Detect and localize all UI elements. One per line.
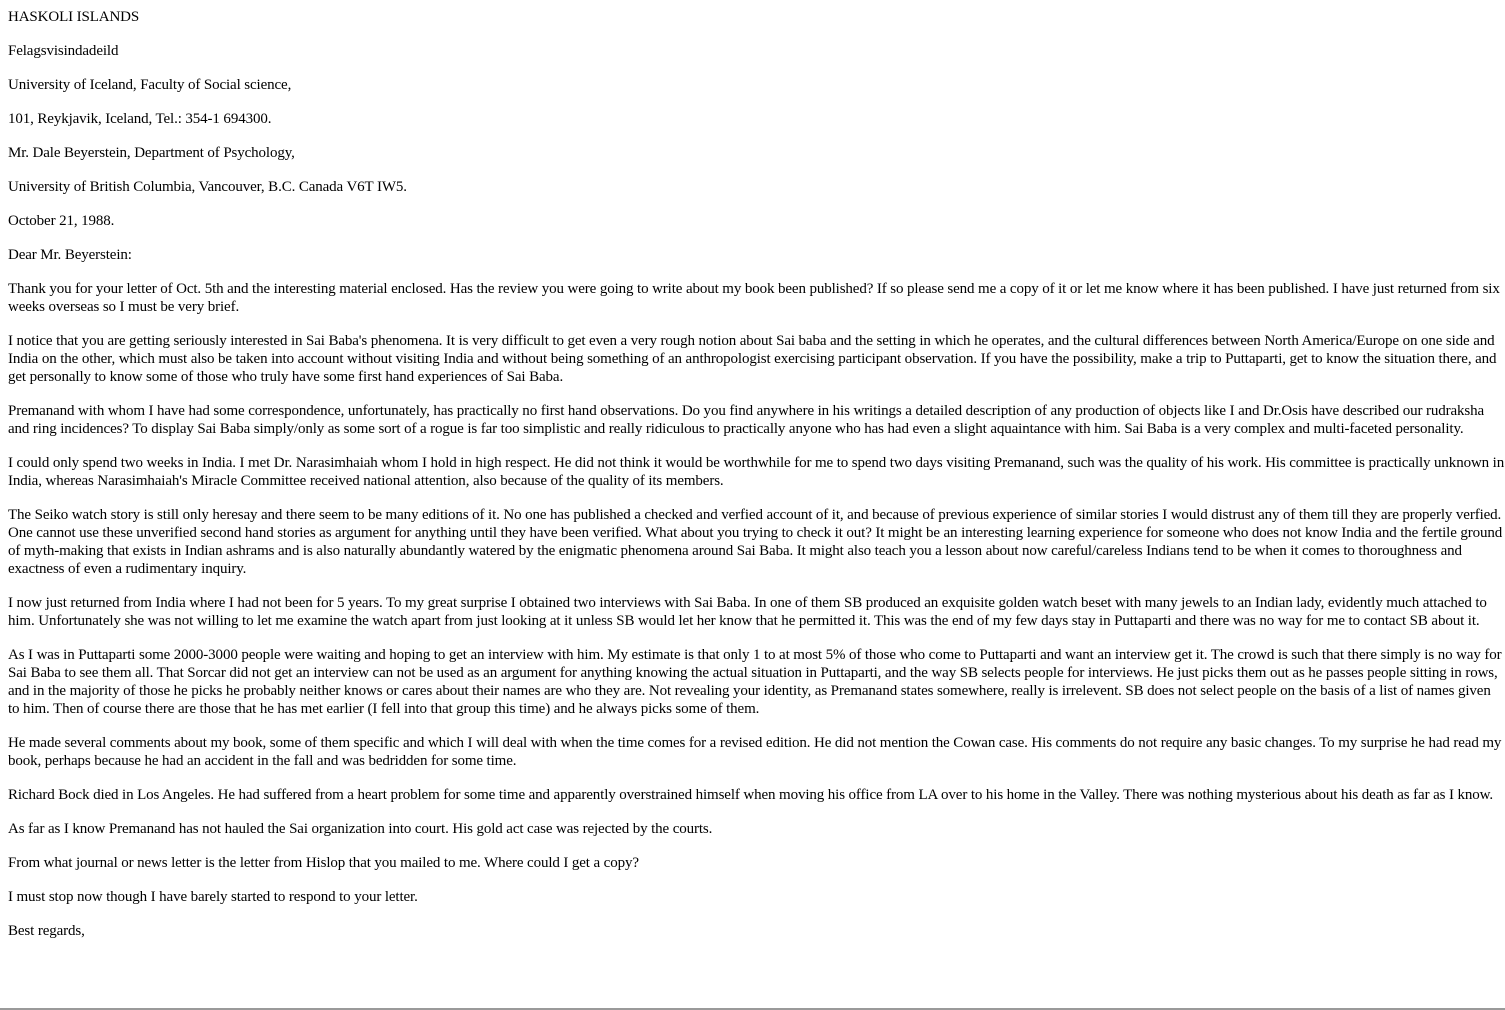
letter-document	[8, 8, 1505, 956]
recipient-name: Mr. Dale Beyerstein, Department of Psychology,	[8, 145, 295, 161]
body-paragraph: Premanand with whom I have had some correspondence, unfortunately, has practically no first hand observations. Do you find anywhere in his writings a detailed description of any production of objects like I and Dr.Osis have described our rudraksha and ring incidences? To display Sai Baba simply/only as some sort of a rogue is far too simplistic and really ridiculous to practically anyone who has had even a slight aquaintance with him. Sai Baba is a very complex and multi-faceted personality.	[8, 403, 1485, 437]
body-paragraph: Thank you for your letter of Oct. 5th and the interesting material enclosed. Has the review you were going to write about my book been published? If so please send me a copy of it or let me know where it has been published. I have just returned from six weeks overseas so I must be very brief.	[8, 281, 1500, 315]
letterhead-english-name: University of Iceland, Faculty of Social science,	[8, 77, 292, 93]
body-paragraph: From what journal or news letter is the letter from Hislop that you mailed to me. Where could I get a copy?	[8, 855, 639, 871]
body-paragraph: The Seiko watch story is still only heresay and there seem to be many editions of it. No one has published a checked and verfied account of it, and because of previous experience of similar stories I would distrust any of them till they are properly verfied. One cannot use these unverified second hand stories as argument for anything until they have been verified. What about you trying to check it out? It might be an interesting learning experience for someone who does not know India and the fertile ground of myth-making that exists in Indian ashrams and is also naturally abundantly watered by the enigmatic phenomena around Sai Baba. It might also teach you a lesson about now careful/careless Indians tend to be when it comes to thoroughness and exactness of even a rudimentary inquiry.	[8, 507, 1503, 577]
letter-date: October 21, 1988.	[8, 213, 115, 229]
recipient-address: University of British Columbia, Vancouver, B.C. Canada V6T IW5.	[8, 179, 407, 195]
body-paragraph: I could only spend two weeks in India. I met Dr. Narasimhaiah whom I hold in high respect. He did not think it would be worthwhile for me to spend two days visiting Premanand, such was the quality of his work. His committee is practically unknown in India, whereas Narasimhaiah's Miracle Committee received national attention, also because of the quality of its members.	[8, 455, 1505, 489]
closing: Best regards,	[8, 923, 85, 939]
body-paragraph: I must stop now though I have barely started to respond to your letter.	[8, 889, 418, 905]
body-paragraph: He made several comments about my book, some of them specific and which I will deal with when the time comes for a revised edition. He did not mention the Cowan case. His comments do not require any basic changes. To my surprise he had read my book, perhaps because he had an accident in the fall and was bedridden for some time.	[8, 735, 1502, 769]
body-paragraph: I now just returned from India where I had not been for 5 years. To my great surprise I obtained two interviews with Sai Baba. In one of them SB produced an exquisite golden watch beset with many jewels to an Indian lady, evidently much attached to him. Unfortunately she was not willing to let me examine the watch apart from just looking at it unless SB would let her know that he permitted it. This was the end of my few days stay in Puttaparti and there was no way for me to contact SB about it.	[8, 595, 1487, 629]
letterhead-address: 101, Reykjavik, Iceland, Tel.: 354-1 694300.	[8, 111, 272, 127]
body-paragraph: As far as I know Premanand has not hauled the Sai organization into court. His gold act case was rejected by the courts.	[8, 821, 713, 837]
body-paragraph: As I was in Puttaparti some 2000-3000 people were waiting and hoping to get an interview with him. My estimate is that only 1 to at most 5% of those who come to Puttaparti and want an interview get it. The crowd is such that there simply is no way for Sai Baba to see them all. That Sorcar did not get an interview can not be used as an argument for anything knowing the actual situation in Puttaparti, and the way SB selects people for interviews. He just picks them out as he passes people sitting in rows, and in the majority of those he picks he probably neither knows or cares about their names are who they are. Not revealing your identity, as Premanand states somewhere, really is irrelevent. SB does not select people on the basis of a list of names given to him. Then of course there are those that he has met earlier (I fell into that group this time) and he always picks some of them.	[8, 647, 1502, 717]
letterhead-institution: HASKOLI ISLANDS	[8, 9, 140, 25]
body-paragraph: I notice that you are getting seriously interested in Sai Baba's phenomena. It is very difficult to get even a very rough notion about Sai baba and the setting in which he operates, and the cultural differences between North America/Europe on one side and India on the other, which must also be taken into account without visiting India and without being something of an anthropologist exercising participant observation. If you have the possibility, make a trip to Puttaparti, get to know the situation there, and get personally to know some of those who truly have some first hand experiences of Sai Baba.	[8, 333, 1497, 385]
body-paragraph: Richard Bock died in Los Angeles. He had suffered from a heart problem for some time and apparently overstrained himself when moving his office from LA over to his home in the Valley. There was nothing mysterious about his death as far as I know.	[8, 787, 1493, 803]
letterhead-department: Felagsvisindadeild	[8, 43, 119, 59]
salutation: Dear Mr. Beyerstein:	[8, 247, 132, 263]
